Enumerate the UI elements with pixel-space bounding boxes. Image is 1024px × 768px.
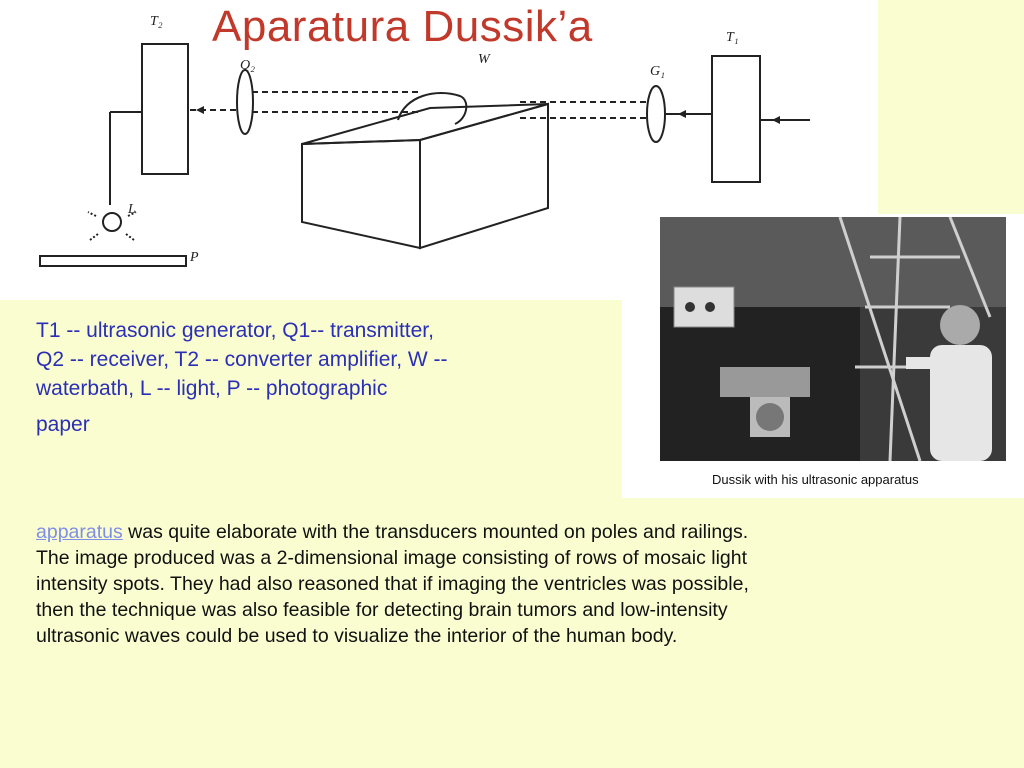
body-line: then the technique was also feasible for detecting brain tumors and low-intensity [36,599,728,621]
g1-label: G₁ [650,64,665,79]
body-line [36,519,1011,545]
t1-box [712,56,760,182]
legend-line: Q2 -- receiver, T2 -- converter amplifier, W -- [36,348,448,371]
q2-label: Q₂ [240,58,255,73]
t1-label: T₁ [726,30,739,45]
t2-label: T₂ [150,14,163,29]
apparatus-link[interactable]: apparatus [36,521,123,543]
body-paragraph [36,519,1011,649]
body-line: intensity spots. They had also reasoned that if imaging the ventricles was possible, [36,573,749,595]
l-label: L [128,202,136,217]
body-line: ultrasonic waves could be used to visualize the interior of the human body. [36,625,678,647]
legend-line: T1 -- ultrasonic generator, Q1-- transmitter, [36,319,434,342]
w-label: W [478,52,490,67]
slide-title: Aparatura Dussik’a [212,2,593,51]
t2-box [142,44,188,174]
dussik-photo [660,217,1006,461]
component-legend [36,316,606,439]
p-label: P [190,250,199,265]
legend-line: waterbath, L -- light, P -- photographic [36,377,388,400]
photo-illustration [660,217,1006,461]
legend-line: paper [36,413,90,436]
photo-caption: Dussik with his ultrasonic apparatus [712,472,919,487]
p-paper [40,256,186,266]
body-first-line-text: was quite elaborate with the transducers mounted on poles and railings. [122,521,749,543]
g1-lens [647,86,665,142]
q2-lens [237,70,253,134]
body-line: The image produced was a 2-dimensional image consisting of rows of mosaic light [36,547,748,569]
dussik-photo-frame [622,214,1024,498]
